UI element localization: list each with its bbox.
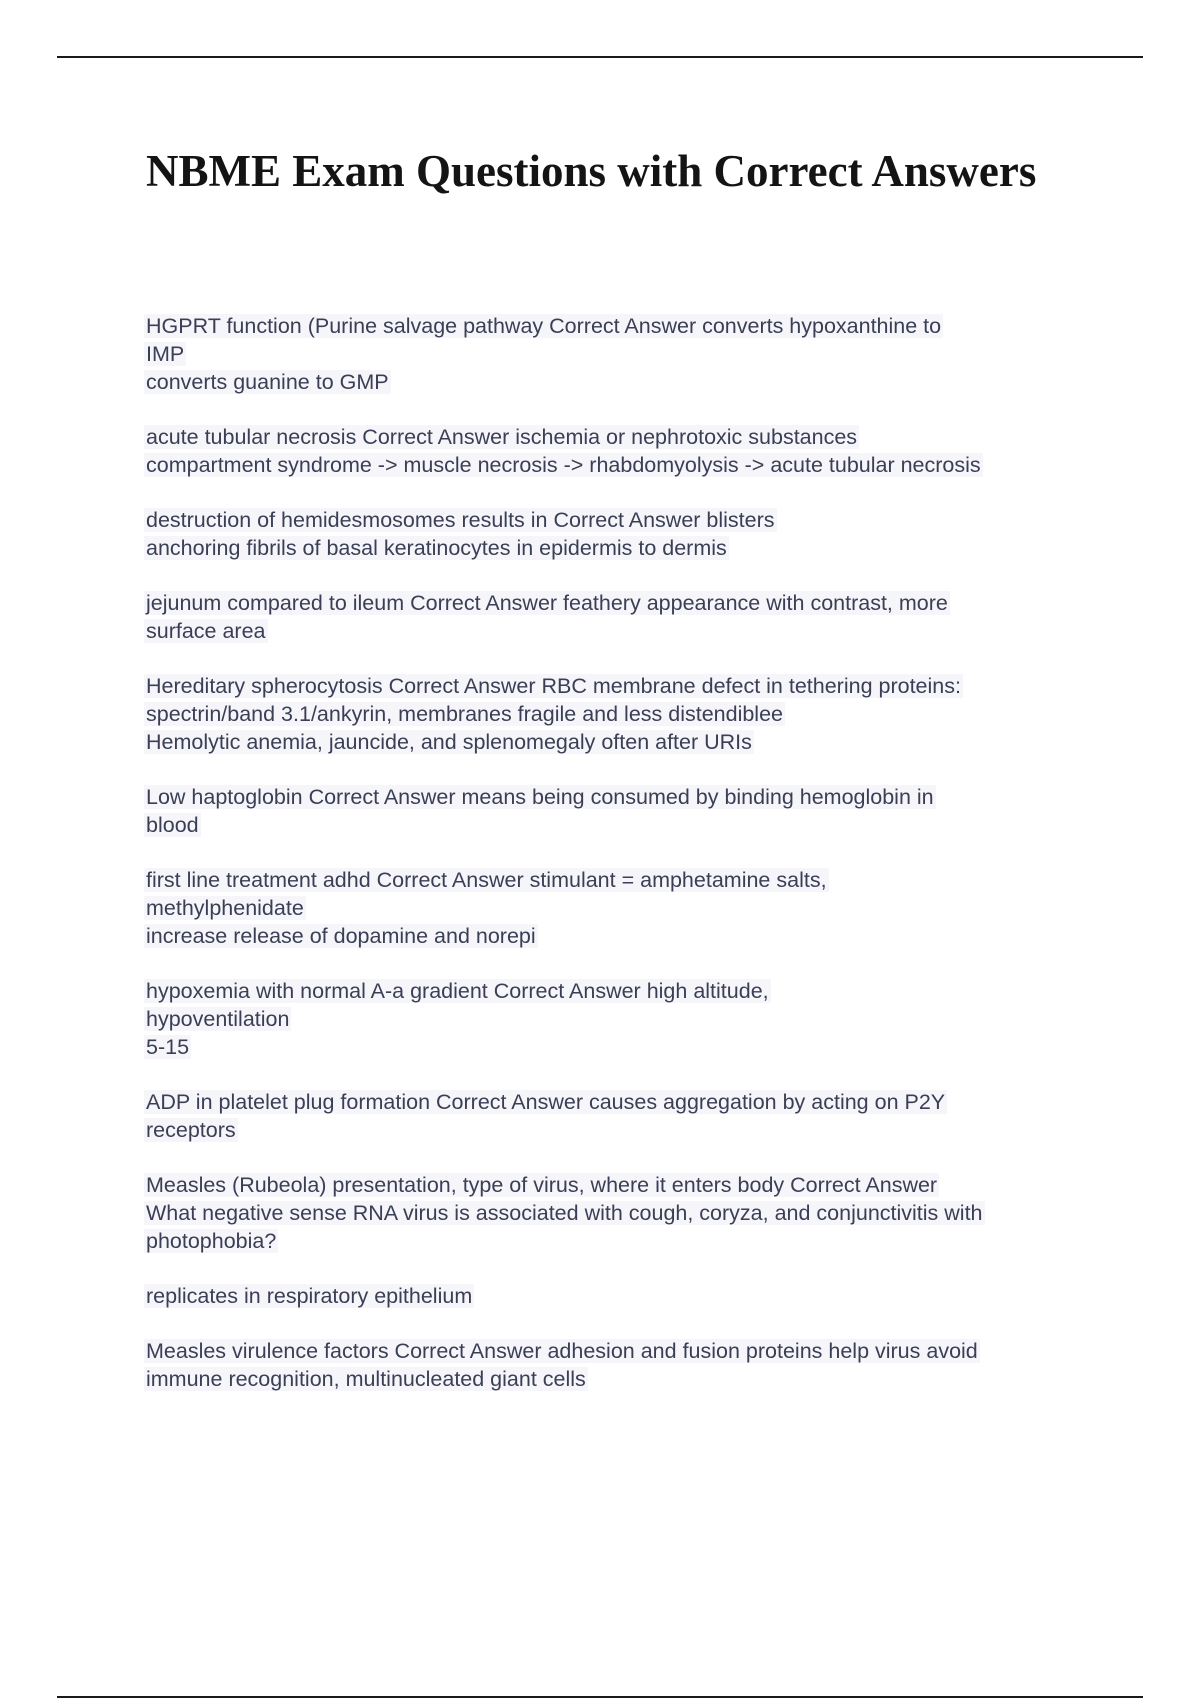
qa-entry (146, 506, 1106, 562)
qa-line: jejunum compared to ileum Correct Answer feathery appearance with contrast, more (146, 591, 948, 615)
qa-list (146, 312, 1106, 1420)
document-title: NBME Exam Questions with Correct Answers (146, 146, 1037, 196)
top-divider (57, 56, 1143, 58)
qa-line: destruction of hemidesmosomes results in Correct Answer blisters (146, 508, 775, 532)
qa-line: first line treatment adhd Correct Answer stimulant = amphetamine salts, (146, 868, 827, 892)
qa-line: hypoventilation (146, 1007, 290, 1031)
qa-entry (146, 783, 1106, 839)
qa-line: 5-15 (146, 1035, 190, 1059)
qa-line: immune recognition, multinucleated giant cells (146, 1367, 586, 1391)
qa-entry (146, 423, 1106, 479)
qa-line: IMP (146, 342, 185, 366)
qa-line: Measles virulence factors Correct Answer adhesion and fusion proteins help virus avoid (146, 1339, 978, 1363)
qa-line: Hemolytic anemia, jauncide, and splenomegaly often after URIs (146, 730, 752, 754)
qa-line: hypoxemia with normal A-a gradient Correct Answer high altitude, (146, 979, 769, 1003)
qa-entry (146, 589, 1106, 645)
qa-line: Measles (Rubeola) presentation, type of virus, where it enters body Correct Answer (146, 1173, 938, 1197)
qa-entry (146, 866, 1106, 950)
qa-entry (146, 312, 1106, 396)
qa-line: Low haptoglobin Correct Answer means being consumed by binding hemoglobin in (146, 785, 934, 809)
qa-line: receptors (146, 1118, 236, 1142)
qa-line: methylphenidate (146, 896, 304, 920)
qa-line: Hereditary spherocytosis Correct Answer RBC membrane defect in tethering proteins: (146, 674, 961, 698)
qa-line: increase release of dopamine and norepi (146, 924, 536, 948)
qa-line: blood (146, 813, 199, 837)
qa-line: What negative sense RNA virus is associated with cough, coryza, and conjunctivitis with (146, 1201, 983, 1225)
qa-line: HGPRT function (Purine salvage pathway Correct Answer converts hypoxanthine to (146, 314, 942, 338)
qa-line: ADP in platelet plug formation Correct Answer causes aggregation by acting on P2Y (146, 1090, 946, 1114)
qa-entry (146, 1282, 1106, 1310)
qa-entry (146, 1337, 1106, 1393)
qa-line: compartment syndrome -> muscle necrosis -> rhabdomyolysis -> acute tubular necrosis (146, 453, 981, 477)
bottom-divider (57, 1696, 1143, 1698)
qa-entry (146, 1171, 1106, 1255)
qa-line: photophobia? (146, 1229, 277, 1253)
qa-line: surface area (146, 619, 266, 643)
qa-line: acute tubular necrosis Correct Answer ischemia or nephrotoxic substances (146, 425, 858, 449)
qa-entry (146, 1088, 1106, 1144)
qa-line: anchoring fibrils of basal keratinocytes in epidermis to dermis (146, 536, 727, 560)
qa-line: spectrin/band 3.1/ankyrin, membranes fragile and less distendiblee (146, 702, 784, 726)
qa-entry (146, 977, 1106, 1061)
qa-entry (146, 672, 1106, 756)
qa-line: replicates in respiratory epithelium (146, 1284, 473, 1308)
qa-line: converts guanine to GMP (146, 370, 389, 394)
